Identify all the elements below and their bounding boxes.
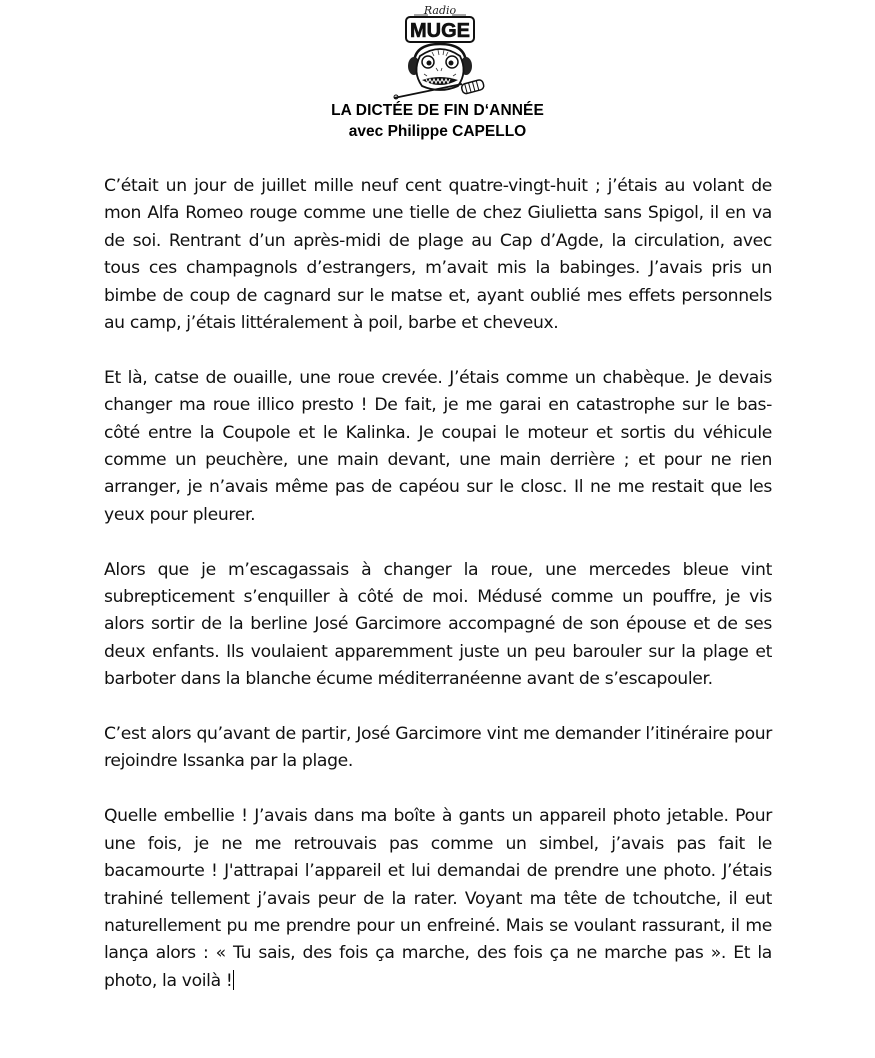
- paragraph-3: Alors que je m’escagassais à changer la roue, une mercedes bleue vint subrepticement s’enquiller à côté de moi. Médusé comme un pouffre, je vis alors sortir de la berline José Garcimore accompagné de son épouse et de ses deux enfants. Ils voulaient apparemment juste un peu barouler sur la plage et barboter dans la blanche écume méditerranéenne avant de s’escapouler.: [104, 559, 772, 690]
- radio-muge-logo: [392, 2, 488, 102]
- text-cursor: [233, 970, 234, 990]
- paragraph-1: C’était un jour de juillet mille neuf cent quatre-vingt-huit ; j’étais au volant de mon Alfa Romeo rouge comme une tielle de chez Giulietta sans Spigol, il en va de soi. Rentrant d’un après-midi de plage au Cap d’Agde, la circulation, avec tous ces champagnols d’estrangers, m’avait mis la babinges. J’avais pris un bimbe de coup de cagnard sur le matse et, ayant oublié mes effets personnels au camp, j’étais littéralement à poil, barbe et cheveux.: [104, 176, 772, 334]
- paragraph-5: [104, 803, 772, 995]
- logo-radio-text: Radio: [423, 4, 457, 17]
- fish-with-headphones-microphone-icon: [394, 44, 485, 99]
- paragraph-5-text: Quelle embellie ! J’avais dans ma boîte à gants un appareil photo jetable. Pour une fois, je ne me retrouvais pas comme un simbel, j’avais pas fait le bacamourte ! J'attrapai l’appareil et lui demandai de prendre une photo. J’étais trahiné tellement j’avais peur de la rater. Voyant ma tête de tchoutche, il eut naturellement pu me prendre pour un enfreiné. Mais se voulant rassurant, il me lança alors : « Tu sais, des fois ça marche, des fois ça ne marche pas ». Et la photo, la voilà !: [104, 806, 772, 991]
- document-subtitle: avec Philippe CAPELLO: [348, 123, 527, 140]
- document-title: LA DICTÉE DE FIN D‘ANNÉE: [331, 102, 544, 119]
- paragraph-4: C’est alors qu’avant de partir, José Garcimore vint me demander l’itinéraire pour rejoindre Issanka par la plage.: [104, 724, 772, 772]
- paragraph-2: Et là, catse de ouaille, une roue crevée. J’étais comme un chabèque. Je devais changer ma roue illico presto ! De fait, je me garai en catastrophe sur le bas-côté entre la Coupole et le Kalinka. Je coupai le moteur et sortis du véhicule comme un peuchère, une main devant, une main derrière ; et pour ne rien arranger, je n’avais même pas de capéou sur le closc. Il ne me restait que les yeux pour pleurer.: [104, 367, 772, 525]
- dictation-text-body[interactable]: [104, 173, 772, 995]
- logo-muge-text: MUGE: [410, 20, 470, 42]
